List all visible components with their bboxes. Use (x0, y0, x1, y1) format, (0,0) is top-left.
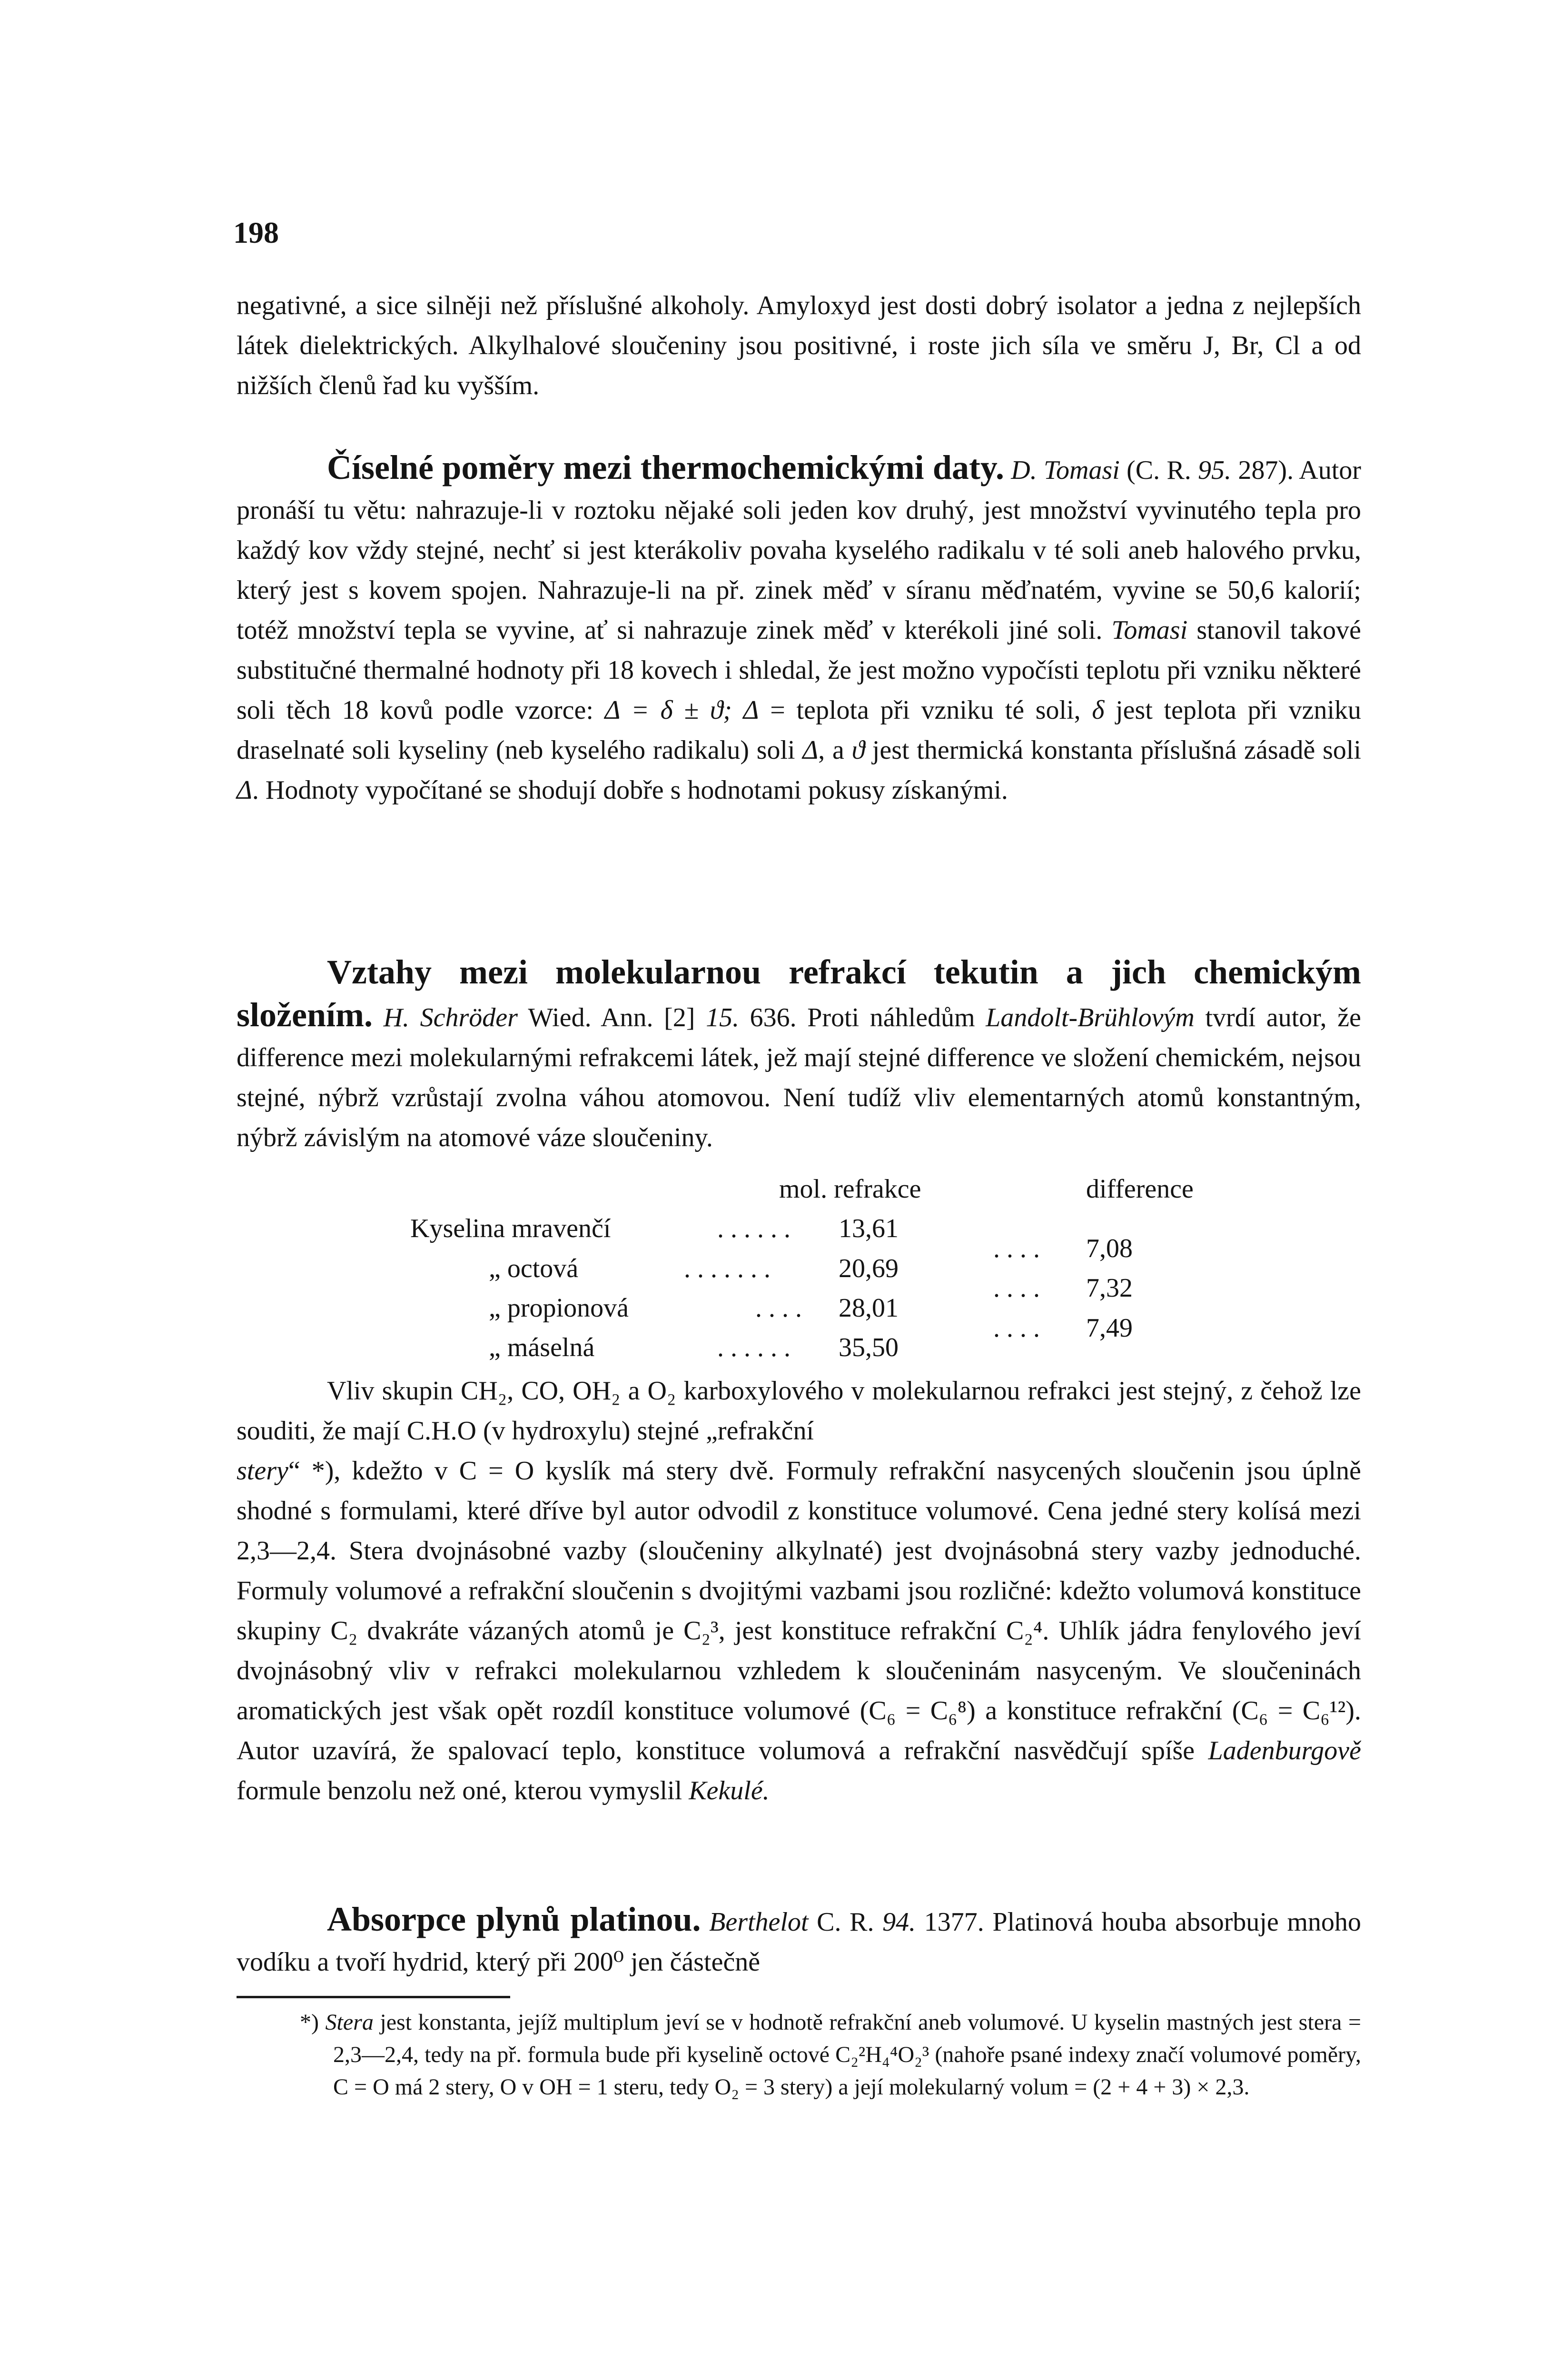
reference-page: 1377. (924, 1907, 984, 1937)
formula: Δ = δ ± ϑ; (604, 695, 732, 725)
table-row-dots: . . . . . . . (684, 1254, 771, 1283)
table-row-dots: . . . . (755, 1293, 802, 1323)
table-row-dots: . . . . . . (717, 1214, 790, 1243)
table-row-value: 13,61 (839, 1214, 899, 1243)
reference-text: Wied. Ann. [2] (528, 1003, 695, 1032)
body-text: Autor pronáší tu větu: nahrazuje-li v roztoku nějaké soli jeden kov druhý, jest množství vyvinutého tepla pro každý kov vždy stejné, nechť si jest kterákoliv povaha kyselého radikalu v té soli aneb halového prvku, který jest s kovem spojen. Nahrazuje-li na př. zinek měď v síranu měďnatém, vyvine se 50,6 kalorií; totéž množství tepla se vyvine, ať si nahrazuje zinek měď v kterékoli jiné soli. (237, 456, 1362, 645)
symbol-theta: ϑ (851, 735, 865, 765)
table-row-dots: . . . . . . (717, 1333, 790, 1362)
symbol-delta: Δ (237, 775, 252, 805)
reference-page: 636. (750, 1003, 797, 1032)
difference-leader: . . . . (993, 1273, 1040, 1303)
body-text: jest thermická konstanta příslušná zásadě soli (872, 735, 1362, 765)
table-row-value: 35,50 (839, 1333, 899, 1362)
body-text: . Hodnoty vypočítané se shodují dobře s hodnotami pokusy získanými. (252, 775, 1008, 805)
section-tomasi (237, 447, 1361, 810)
difference-leader: . . . . (993, 1313, 1040, 1343)
page-number: 198 (233, 216, 279, 249)
section-title: Vztahy mezi molekularnou refrakcí tekutin a jich chemickým složením. (237, 953, 1361, 1034)
author-name: Berthelot (709, 1907, 809, 1937)
footnote-rule (237, 1996, 510, 1998)
section-paragraph (237, 1899, 1361, 1982)
body-text: , a (818, 735, 844, 765)
difference-value: 7,32 (1086, 1273, 1133, 1303)
paragraph-text: negativné, a sice silněji než příslušné alkoholy. Amyloxyd jest dosti dobrý isolator a jedna z nejlepších látek dielektrických. Alkylhalové sloučeniny jsou positivné, i roste jich síla ve směru J, Br, Cl a od nižších členů řad ku vyšším. (237, 291, 1361, 400)
section-berthelot (237, 1899, 1361, 1982)
footnote-marker: *) (300, 2010, 319, 2035)
author-name-inline: Tomasi (1111, 615, 1188, 645)
section-title: Číselné poměry mezi thermochemickými daty. (327, 448, 1004, 486)
symbol-small-delta: δ (1092, 695, 1105, 725)
table-row-label: Kyselina mravenčí (410, 1214, 611, 1243)
symbol-delta: Δ (802, 735, 819, 765)
table-row-label: „ propionová (489, 1293, 629, 1323)
difference-value: 7,49 (1086, 1313, 1133, 1343)
difference-value: 7,08 (1086, 1234, 1133, 1263)
footnote-paragraph (300, 2006, 1361, 2103)
name-kekule: Kekulé. (689, 1776, 770, 1805)
section-schroeder (237, 952, 1361, 1158)
body-text: tvrdí autor, že difference mezi molekularnými refrakcemi látek, jež mají stejné difference ve složení chemickém, nejsou stejné, nýbrž vzrůstají zvolna váhou atomovou. Není tudíž vliv elementarných atomů konstantným, nýbrž závislým na atomové váze sloučeniny. (237, 1003, 1361, 1152)
body-text: Proti náhledům (807, 1003, 975, 1032)
author-name: D. Tomasi (1011, 456, 1120, 485)
body-text: Platinová houba absorbuje mnoho vodíku a tvoří hydrid, který při 200⁰ jen částečně (237, 1907, 1362, 1977)
name-ladenburg: Ladenburgově (1208, 1736, 1362, 1765)
body-text: formule benzolu než oné, kterou vymyslil (237, 1776, 682, 1805)
section-paragraph (237, 447, 1361, 810)
author-name-inline: Landolt-Brühlovým (986, 1003, 1195, 1032)
symbol-delta: Δ (743, 695, 759, 725)
footnote-term: Stera (325, 2010, 374, 2035)
body-text: jest teplota při vzniku draselnaté soli kyseliny (neb kyselého radikalu) soli (237, 695, 1362, 765)
footnote-text: jest konstanta, jejíž multiplum jeví se v hodnotě refrakční aneb volumové. U kyselin mastných jest stera = 2,3—2,4, tedy na př. formula bude při kyselině octové C₂²H₄⁴O₂³ (nahoře psané indexy značí volumové poměry, C = O má 2 stery, O v OH = 1 steru, tedy O₂ = 3 stery) a její molekularný volum = (2 + 4 + 3) × 2,3. (333, 2010, 1362, 2100)
term-stery: stery (237, 1456, 288, 1486)
body-text: Vliv skupin CH₂, CO, OH₂ a O₂ karboxylového v molekularnou refrakci jest stejný, z čehož lze souditi, že mají C.H.O (v hydroxylu) stejné „refrakční (237, 1376, 1361, 1446)
author-name: H. Schröder (383, 1003, 518, 1032)
body-text: “ *), kdežto v C = O kyslík má stery dvě. Formuly refrakční nasycených sloučenin jsou úplně shodné s formulami, které dříve byl autor odvodil z konstituce volumové. Cena jedné stery kolísá mezi 2,3—2,4. Stera dvojnásobné vazby (sloučeniny alkylnaté) jest dvojnásobná stery vazby jednoduché. Formuly volumové a refrakční sloučenin s dvojitými vazbami jsou rozličné: kdežto volumová konstituce skupiny C₂ dvakráte vázaných atomů je C₂³, jest konstituce refrakční C₂⁴. Uhlík jádra fenylového jeví dvojnásobný vliv v refrakci molekularnou vzhledem k sloučeninám nasyceným. Ve sloučeninách aromatických jest však opět rozdíl konstituce volumové (C₆ = C₆⁸) a konstituce refrakční (C₆ = C₆¹²). Autor uzavírá, že spalovací teplo, konstituce volumová a refrakční nasvědčují spíše (237, 1456, 1361, 1765)
paragraph-continuation (237, 286, 1361, 406)
table-row-label: „ máselná (489, 1333, 595, 1362)
body-text: stanovil takové substitučné thermalné hodnoty při 18 kovech i shledal, že jest možno vypočísti teplotu při vzniku některé soli těch 18 kovů podle vzorce: (237, 615, 1361, 725)
equals-sign: = (770, 695, 785, 725)
footnote (300, 2006, 1361, 2103)
column-header-refraction: mol. refrakce (779, 1174, 921, 1204)
reference-volume: 15. (706, 1003, 740, 1032)
reference-open: (C. R. (1126, 456, 1191, 485)
body-paragraph (237, 1371, 1361, 1811)
table-row-value: 20,69 (839, 1254, 899, 1283)
reference-volume: 95. (1198, 456, 1232, 485)
reference-volume: 94. (882, 1907, 916, 1937)
section-title: Absorpce plynů platinou. (327, 1900, 701, 1938)
table-row-value: 28,01 (839, 1293, 899, 1323)
body-text: teplota při vzniku té soli, (796, 695, 1081, 725)
difference-leader: . . . . (993, 1234, 1040, 1263)
column-header-difference: difference (1086, 1174, 1194, 1204)
reference-text: C. R. (817, 1907, 874, 1937)
reference-page: 287). (1238, 456, 1294, 485)
section-paragraph (237, 952, 1361, 1158)
paragraph-refraction-discussion (237, 1371, 1361, 1811)
table-row-label: „ octová (489, 1254, 579, 1283)
